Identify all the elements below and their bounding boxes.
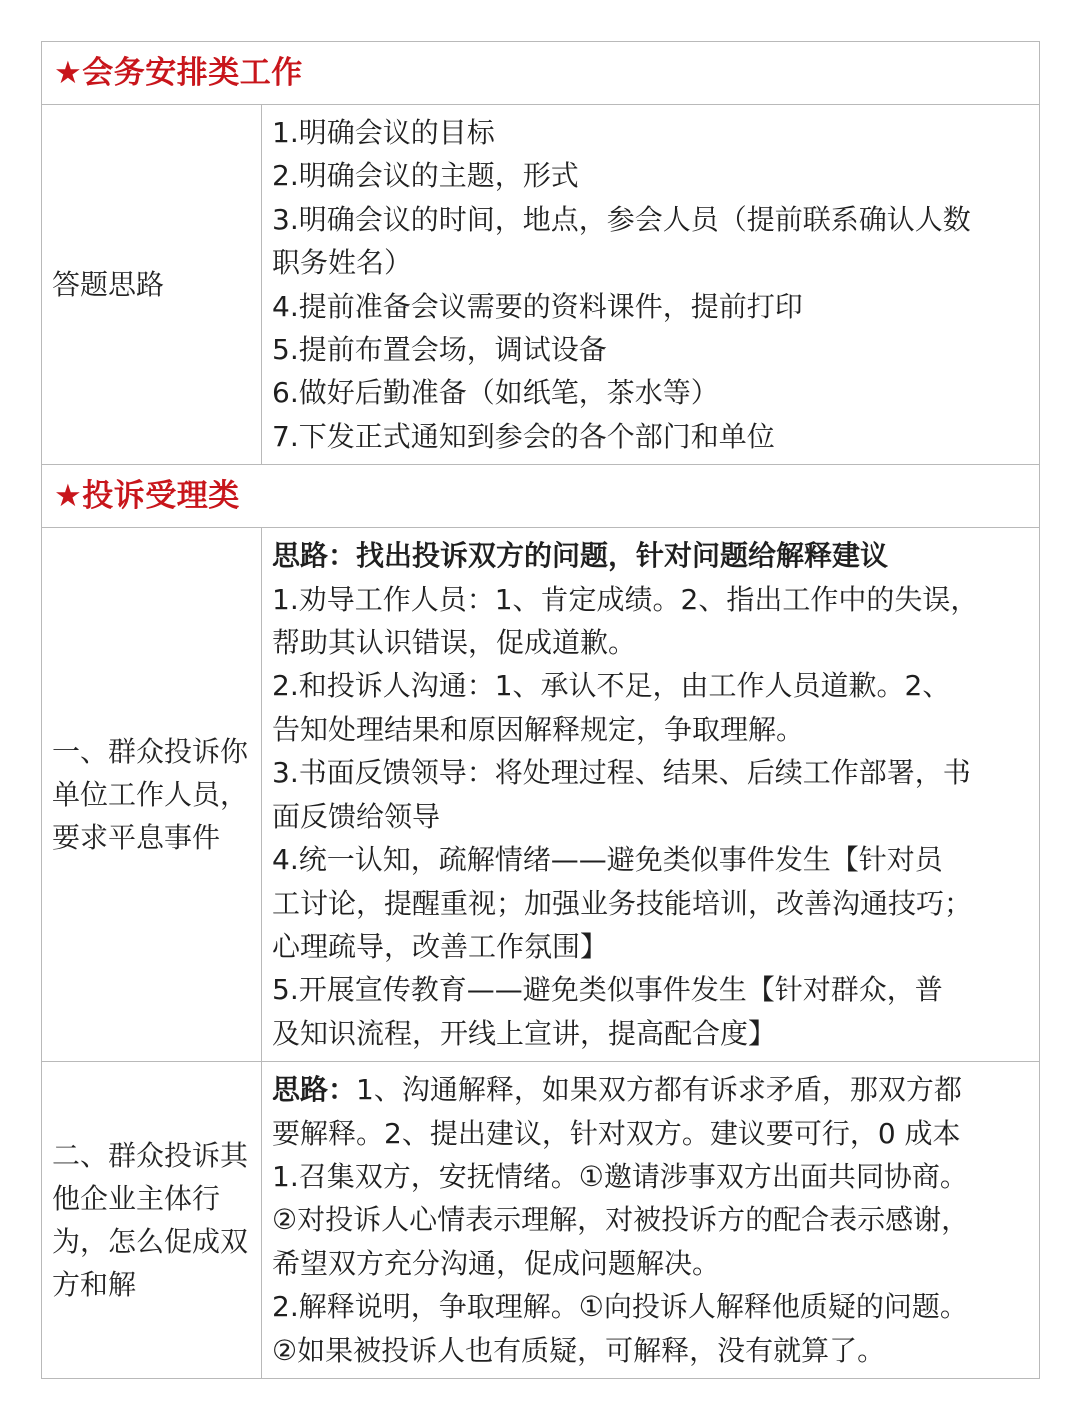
row-label-cell bbox=[42, 1062, 262, 1379]
content-line: 及知识流程，开线上宣讲，提高配合度】 bbox=[272, 1016, 777, 1050]
content-line: 2.明确会议的主题，形式 bbox=[272, 159, 579, 193]
table-row bbox=[42, 105, 1040, 465]
content-line: 帮助其认识错误，促成道歉。 bbox=[272, 626, 637, 660]
content-line: 1.明确会议的目标 bbox=[272, 116, 495, 149]
content-line: 职务姓名） bbox=[272, 246, 413, 280]
notes-table bbox=[41, 41, 1040, 1379]
content-line: 4.提前准备会议需要的资料课件，提前打印 bbox=[272, 289, 803, 323]
approach-line: 思路：找出投诉双方的问题，针对问题给解释建议 bbox=[272, 539, 889, 573]
section-title-meeting: ★会务安排类工作 bbox=[54, 55, 303, 91]
table-row bbox=[42, 528, 1040, 1062]
row-label-cell bbox=[42, 528, 262, 1062]
row-content-cell bbox=[262, 528, 1040, 1062]
content-line: 6.做好后勤准备（如纸笔，茶水等） bbox=[272, 376, 719, 410]
content-line: 5.提前布置会场，调试设备 bbox=[272, 333, 607, 367]
approach-line bbox=[272, 1068, 1033, 1111]
content-line: 希望双方充分沟通，促成问题解决。 bbox=[272, 1246, 721, 1280]
content-line: 2.和投诉人沟通：1、承认不足，由工作人员道歉。2、 bbox=[272, 669, 951, 703]
content-line: 要解释。2、提出建议，针对双方。建议要可行，0 成本 bbox=[272, 1116, 961, 1150]
content-line: 7.下发正式通知到参会的各个部门和单位 bbox=[272, 419, 775, 453]
content-line: 心理疏导，改善工作氛围】 bbox=[272, 929, 609, 963]
section-header-row bbox=[42, 465, 1040, 528]
approach-text: 1、沟通解释，如果双方都有诉求矛盾，那双方都 bbox=[356, 1073, 962, 1107]
row-content-cell bbox=[262, 105, 1040, 465]
section-header-row bbox=[42, 42, 1040, 105]
section-header-cell bbox=[42, 42, 1040, 105]
table-row bbox=[42, 1062, 1040, 1379]
section-title-complaints: ★投诉受理类 bbox=[54, 478, 240, 515]
row-label: 答题思路 bbox=[52, 268, 165, 302]
content-line: 5.开展宣传教育——避免类似事件发生【针对群众，普 bbox=[272, 973, 943, 1007]
content-line: 3.明确会议的时间，地点，参会人员（提前联系确认人数 bbox=[272, 202, 971, 236]
content-line: 3.书面反馈领导：将处理过程、结果、后续工作部署，书 bbox=[272, 756, 971, 790]
row-content-cell bbox=[262, 1062, 1040, 1379]
content-line: 告知处理结果和原因解释规定，争取理解。 bbox=[272, 712, 805, 746]
content-line: 面反馈给领导 bbox=[272, 799, 441, 833]
section-header-cell bbox=[42, 465, 1040, 528]
content-line: 工讨论，提醒重视；加强业务技能培训，改善沟通技巧； bbox=[272, 886, 973, 920]
row-label: 一、群众投诉你单位工作人员，要求平息事件 bbox=[52, 735, 249, 855]
row-label: 二、群众投诉其他企业主体行为，怎么促成双方和解 bbox=[52, 1139, 249, 1302]
content-line: 4.统一认知，疏解情绪——避免类似事件发生【针对员 bbox=[272, 843, 943, 877]
content-line: ②对投诉人心情表示理解，对被投诉方的配合表示感谢， bbox=[272, 1203, 970, 1237]
content-line: 1.劝导工作人员：1、肯定成绩。2、指出工作中的失误， bbox=[272, 582, 979, 616]
content-line: 1.召集双方，安抚情绪。①邀请涉事双方出面共同协商。 bbox=[272, 1159, 968, 1193]
row-label-cell bbox=[42, 105, 262, 465]
content-line: 2.解释说明，争取理解。①向投诉人解释他质疑的问题。 bbox=[272, 1290, 968, 1324]
content-line: ②如果被投诉人也有质疑，可解释，没有就算了。 bbox=[272, 1333, 886, 1367]
approach-label: 思路： bbox=[272, 1073, 357, 1107]
